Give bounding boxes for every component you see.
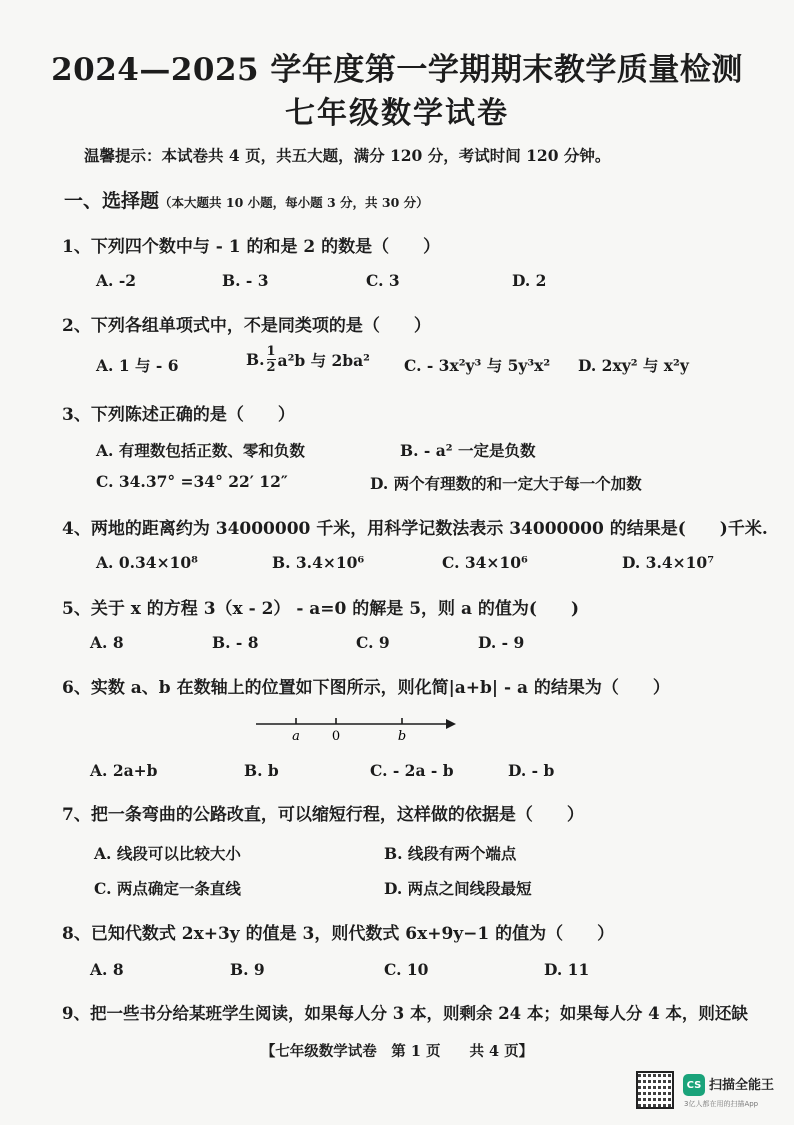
question-2-option-d: D. 2xy² 与 x²y [578, 356, 689, 375]
question-5-stem: 5、关于 x 的方程 3（x - 2） - a=0 的解是 5，则 a 的值为( ) [62, 599, 579, 619]
question-5-option-a: A. 8 [90, 633, 124, 652]
question-1-stem: 1、下列四个数中与 - 1 的和是 2 的数是（ ） [62, 237, 441, 257]
section-note: （本大题共 10 小题，每小题 3 分，共 30 分） [159, 195, 429, 210]
question-7-stem: 7、把一条弯曲的公路改直，可以缩短行程，这样做的依据是（ ） [62, 805, 584, 825]
question-1-option-d: D. 2 [512, 271, 547, 290]
section-title: 一、选择题 [64, 190, 160, 212]
scanner-app-name: 扫描全能王 [709, 1078, 775, 1093]
question-8-option-d: D. 11 [544, 960, 590, 979]
camscanner-logo-icon: CS [683, 1074, 705, 1096]
number-line [250, 712, 470, 748]
question-3-option-d: D. 两个有理数的和一定大于每一个加数 [370, 474, 642, 493]
question-7-option-b: B. 线段有两个端点 [384, 844, 517, 863]
question-4-stem: 4、两地的距离约为 34000000 千米，用科学记数法表示 34000000 的结果是( )千米. [62, 519, 768, 539]
question-3-option-a: A. 有理数包括正数、零和负数 [96, 441, 305, 460]
label-b: b [397, 729, 407, 744]
question-5-option-b: B. - 8 [212, 633, 259, 652]
question-1-option-a: A. -2 [96, 271, 137, 290]
question-6-option-b: B. b [244, 761, 279, 780]
fraction-denominator: 2 [266, 360, 276, 375]
question-8-option-a: A. 8 [90, 960, 124, 979]
exam-title: 2024—2025 学年度第一学期期末教学质量检测 [51, 52, 743, 88]
question-2-option-a: A. 1 与 - 6 [96, 356, 179, 375]
question-2-option-c: C. - 3x²y³ 与 5y³x² [404, 356, 551, 375]
question-8-option-b: B. 9 [230, 960, 265, 979]
question-8-stem: 8、已知代数式 2x+3y 的值是 3，则代数式 6x+9y−1 的值为（ ） [62, 924, 615, 944]
scanner-tagline: 3亿人都在用的扫描App [684, 1100, 759, 1108]
question-5-option-c: C. 9 [356, 633, 390, 652]
question-2-option-b-text: a²b 与 2ba² [277, 350, 370, 370]
question-6-option-a: A. 2a+b [90, 761, 158, 780]
question-3-option-b: B. - a² 一定是负数 [400, 441, 536, 460]
exam-notice: 温馨提示：本试卷共 4 页，共五大题，满分 120 分，考试时间 120 分钟。 [84, 146, 611, 165]
question-2-stem: 2、下列各组单项式中，不是同类项的是（ ） [62, 316, 431, 336]
qr-code-icon [636, 1071, 674, 1109]
question-2-option-b-label: B. [246, 350, 265, 369]
label-a: a [292, 729, 300, 744]
exam-subtitle: 七年级数学试卷 [285, 96, 509, 131]
question-4-option-b: B. 3.4×10⁶ [272, 553, 365, 572]
question-2-option-b [246, 345, 370, 374]
question-9-stem: 9、把一些书分给某班学生阅读，如果每人分 3 本，则剩余 24 本；如果每人分 4 本，则还缺 [62, 1004, 748, 1023]
fraction-numerator: 1 [266, 344, 276, 359]
question-1-option-b: B. - 3 [222, 271, 269, 290]
question-6-option-c: C. - 2a - b [370, 761, 454, 780]
number-line-arrow [446, 719, 456, 729]
label-zero: 0 [331, 729, 341, 744]
question-1-option-c: C. 3 [366, 271, 400, 290]
fraction-one-half [267, 345, 276, 374]
question-3-stem: 3、下列陈述正确的是（ ） [62, 405, 295, 425]
question-4-option-d: D. 3.4×10⁷ [622, 553, 714, 572]
question-6-option-d: D. - b [508, 761, 555, 780]
question-5-option-d: D. - 9 [478, 633, 525, 652]
question-7-option-a: A. 线段可以比较大小 [94, 844, 241, 863]
section-heading [64, 186, 429, 213]
question-7-option-d: D. 两点之间线段最短 [384, 879, 532, 898]
question-4-option-c: C. 34×10⁶ [442, 553, 528, 572]
page-footer: 【七年级数学试卷 第 1 页 共 4 页】 [260, 1043, 534, 1060]
question-8-option-c: C. 10 [384, 960, 429, 979]
question-6-stem: 6、实数 a、b 在数轴上的位置如下图所示，则化简|a+b| - a 的结果为（ ） [62, 678, 670, 698]
question-4-option-a: A. 0.34×10⁸ [96, 553, 198, 572]
question-7-option-c: C. 两点确定一条直线 [94, 879, 241, 898]
question-3-option-c: C. 34.37° =34° 22′ 12″ [96, 472, 288, 491]
